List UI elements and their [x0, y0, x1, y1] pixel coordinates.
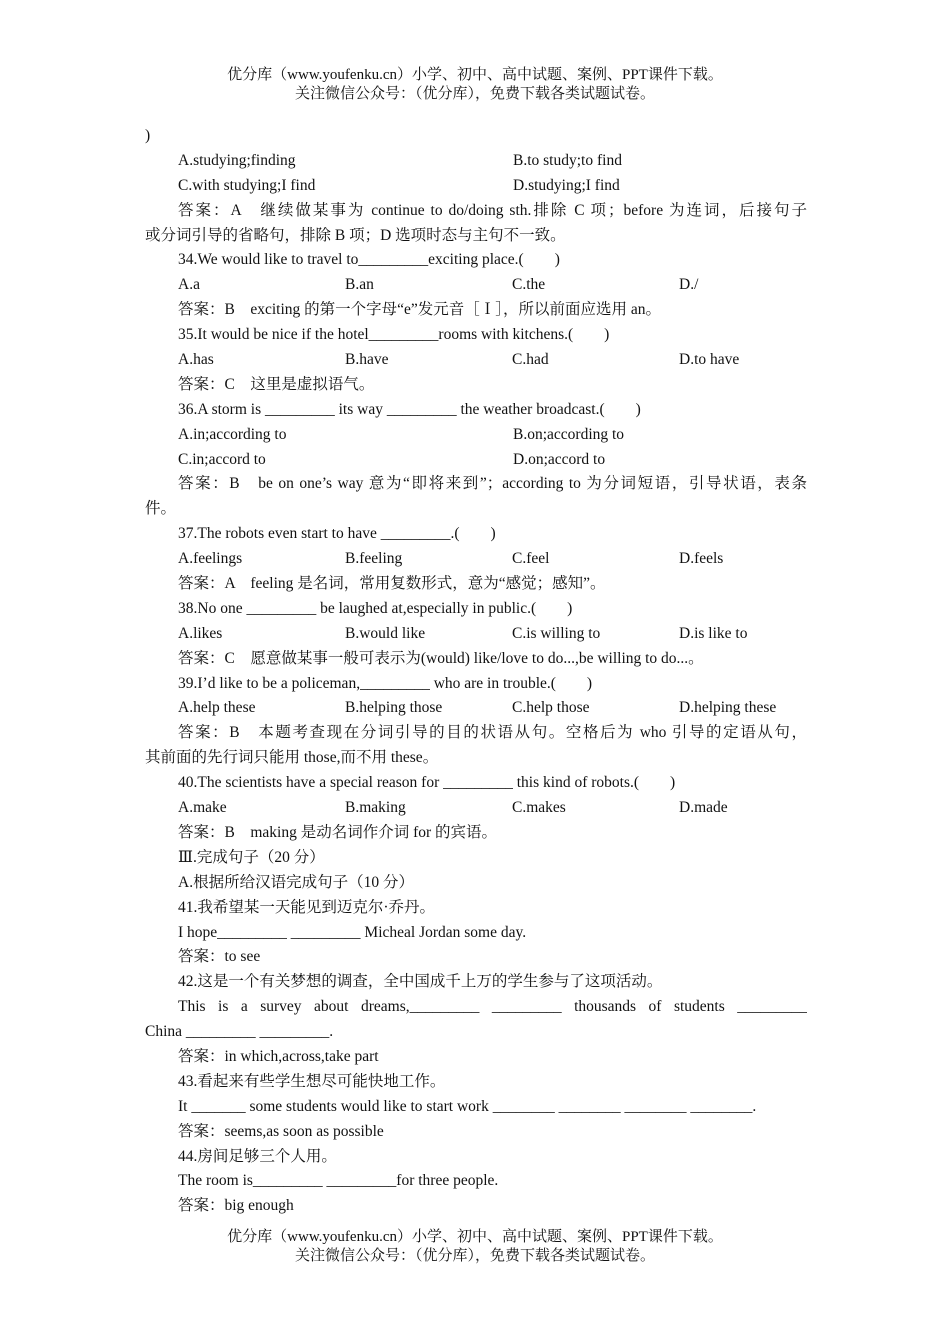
q36-answer-cont: 件。: [145, 500, 177, 518]
q36-options-row-1: [145, 423, 807, 448]
option-a: A.in;according to: [178, 425, 287, 443]
option-b: B.to study;to find: [513, 151, 622, 169]
question-37: 37.The robots even start to have _________.( ): [178, 525, 496, 543]
footer-line-2: 关注微信公众号：（优分库），免费下载各类试题试卷。: [294, 1248, 655, 1264]
option-b: B.making: [345, 799, 406, 817]
q33-answer: 答案：A 继续做某事为 continue to do/doing sth.排除 C 项；before 为连词，后接句子: [178, 201, 807, 219]
q41-sentence: I hope_________ _________ Micheal Jordan some day.: [178, 923, 527, 941]
q41-answer: 答案：to see: [178, 948, 261, 966]
q43-answer: 答案：seems,as soon as possible: [178, 1122, 384, 1140]
option-b: B.helping those: [345, 699, 443, 717]
option-a: A.make: [178, 799, 227, 817]
option-d: D.to have: [679, 351, 740, 369]
header-line-1: 优分库（www.youfenku.cn）小学、初中、高中试题、案例、PPT课件下载。: [227, 67, 723, 83]
question-42: 42.这是一个有关梦想的调查，全中国成千上万的学生参与了这项活动。: [178, 973, 663, 991]
option-a: A.studying;finding: [178, 151, 296, 169]
question-35: 35.It would be nice if the hotel_________rooms with kitchens.( ): [178, 326, 610, 344]
option-c: C.the: [512, 276, 546, 294]
question-41: 41.我希望某一天能见到迈克尔·乔丹。: [178, 898, 436, 916]
option-d: D.helping these: [679, 699, 777, 717]
option-c: C.feel: [512, 550, 550, 568]
q33-options-row-1: [145, 149, 807, 174]
option-c: C.with studying;I find: [178, 176, 316, 194]
q36-answer: 答案：B be on one’s way 意为“即将来到”；according to 为分词短语，引导状语，表条: [178, 475, 807, 493]
q39-answer-cont: 其前面的先行词只能用 those,而不用 these。: [145, 749, 439, 767]
option-b: B.on;according to: [513, 425, 625, 443]
document-body: [145, 124, 807, 1219]
question-33-closing: ): [145, 127, 151, 144]
q44-sentence: The room is_________ _________for three people.: [178, 1172, 499, 1190]
option-d: D.on;accord to: [513, 450, 606, 468]
option-d: D.feels: [679, 550, 724, 568]
q35-answer: 答案：C 这里是虚拟语气。: [178, 375, 375, 393]
q39-answer: 答案：B 本题考查现在分词引导的目的状语从句。空格后为 who 引导的定语从句，: [178, 724, 807, 742]
q33-answer-cont: 或分词引导的省略句，排除 B 项；D 选项时态与主句不一致。: [145, 226, 566, 244]
option-a: A.feelings: [178, 550, 243, 568]
option-b: B.have: [345, 351, 389, 369]
q34-options: [145, 273, 807, 298]
q38-options: [145, 622, 807, 647]
q35-options: [145, 348, 807, 373]
subsection-heading: A.根据所给汉语完成句子（10 分）: [178, 873, 414, 891]
q43-sentence: It _______ some students would like to start work ________ ________ ________ ________.: [178, 1097, 757, 1115]
question-40: 40.The scientists have a special reason for _________ this kind of robots.( ): [178, 774, 676, 792]
option-d: D.is like to: [679, 624, 748, 642]
question-38: 38.No one _________ be laughed at,especially in public.( ): [178, 599, 573, 617]
q40-answer: 答案：B making 是动名词作介词 for 的宾语。: [178, 823, 498, 841]
option-c: C.in;accord to: [178, 450, 266, 468]
option-a: A.likes: [178, 624, 223, 642]
page-header: [0, 66, 950, 104]
option-b: B.an: [345, 276, 374, 294]
q37-options: [145, 547, 807, 572]
q33-options-row-2: [145, 174, 807, 199]
option-d: D.made: [679, 799, 728, 817]
q36-options-row-2: [145, 448, 807, 473]
option-b: B.feeling: [345, 550, 403, 568]
question-44: 44.房间足够三个人用。: [178, 1147, 337, 1165]
question-36: 36.A storm is _________ its way _________ the weather broadcast.( ): [178, 400, 641, 418]
option-c: C.is willing to: [512, 624, 601, 642]
option-a: A.a: [178, 276, 200, 294]
question-34: 34.We would like to travel to_________exciting place.( ): [178, 251, 560, 269]
q44-answer: 答案：big enough: [178, 1197, 294, 1215]
q40-options: [145, 796, 807, 821]
question-43: 43.看起来有些学生想尽可能快地工作。: [178, 1072, 446, 1090]
q39-options: [145, 696, 807, 721]
q37-answer: 答案：A feeling 是名词，常用复数形式，意为“感觉；感知”。: [178, 575, 606, 593]
footer-line-1: 优分库（www.youfenku.cn）小学、初中、高中试题、案例、PPT课件下载。: [227, 1229, 723, 1245]
option-a: A.help these: [178, 699, 256, 717]
q38-answer: 答案：C 愿意做某事一般可表示为(would) like/love to do...,be willing to do...。: [178, 649, 704, 667]
section-heading: Ⅲ.完成句子（20 分）: [178, 848, 325, 866]
page-footer: [0, 1228, 950, 1266]
q42-sentence-cont: China _________ _________.: [145, 1023, 334, 1041]
option-c: C.help those: [512, 699, 590, 717]
q42-answer: 答案：in which,across,take part: [178, 1047, 379, 1065]
option-d: D./: [679, 276, 699, 294]
option-d: D.studying;I find: [513, 176, 620, 194]
option-c: C.makes: [512, 799, 566, 817]
option-c: C.had: [512, 351, 549, 369]
q34-answer: 答案：B exciting 的第一个字母“e”发元音［Ｉ］，所以前面应选用 an。: [178, 301, 662, 319]
option-a: A.has: [178, 351, 214, 369]
question-39: 39.I’d like to be a policeman,_________ who are in trouble.( ): [178, 674, 593, 692]
header-line-2: 关注微信公众号：（优分库），免费下载各类试题试卷。: [294, 86, 655, 102]
q42-sentence: This is a survey about dreams,_________ _________ thousands of students _________: [178, 998, 807, 1016]
option-b: B.would like: [345, 624, 426, 642]
